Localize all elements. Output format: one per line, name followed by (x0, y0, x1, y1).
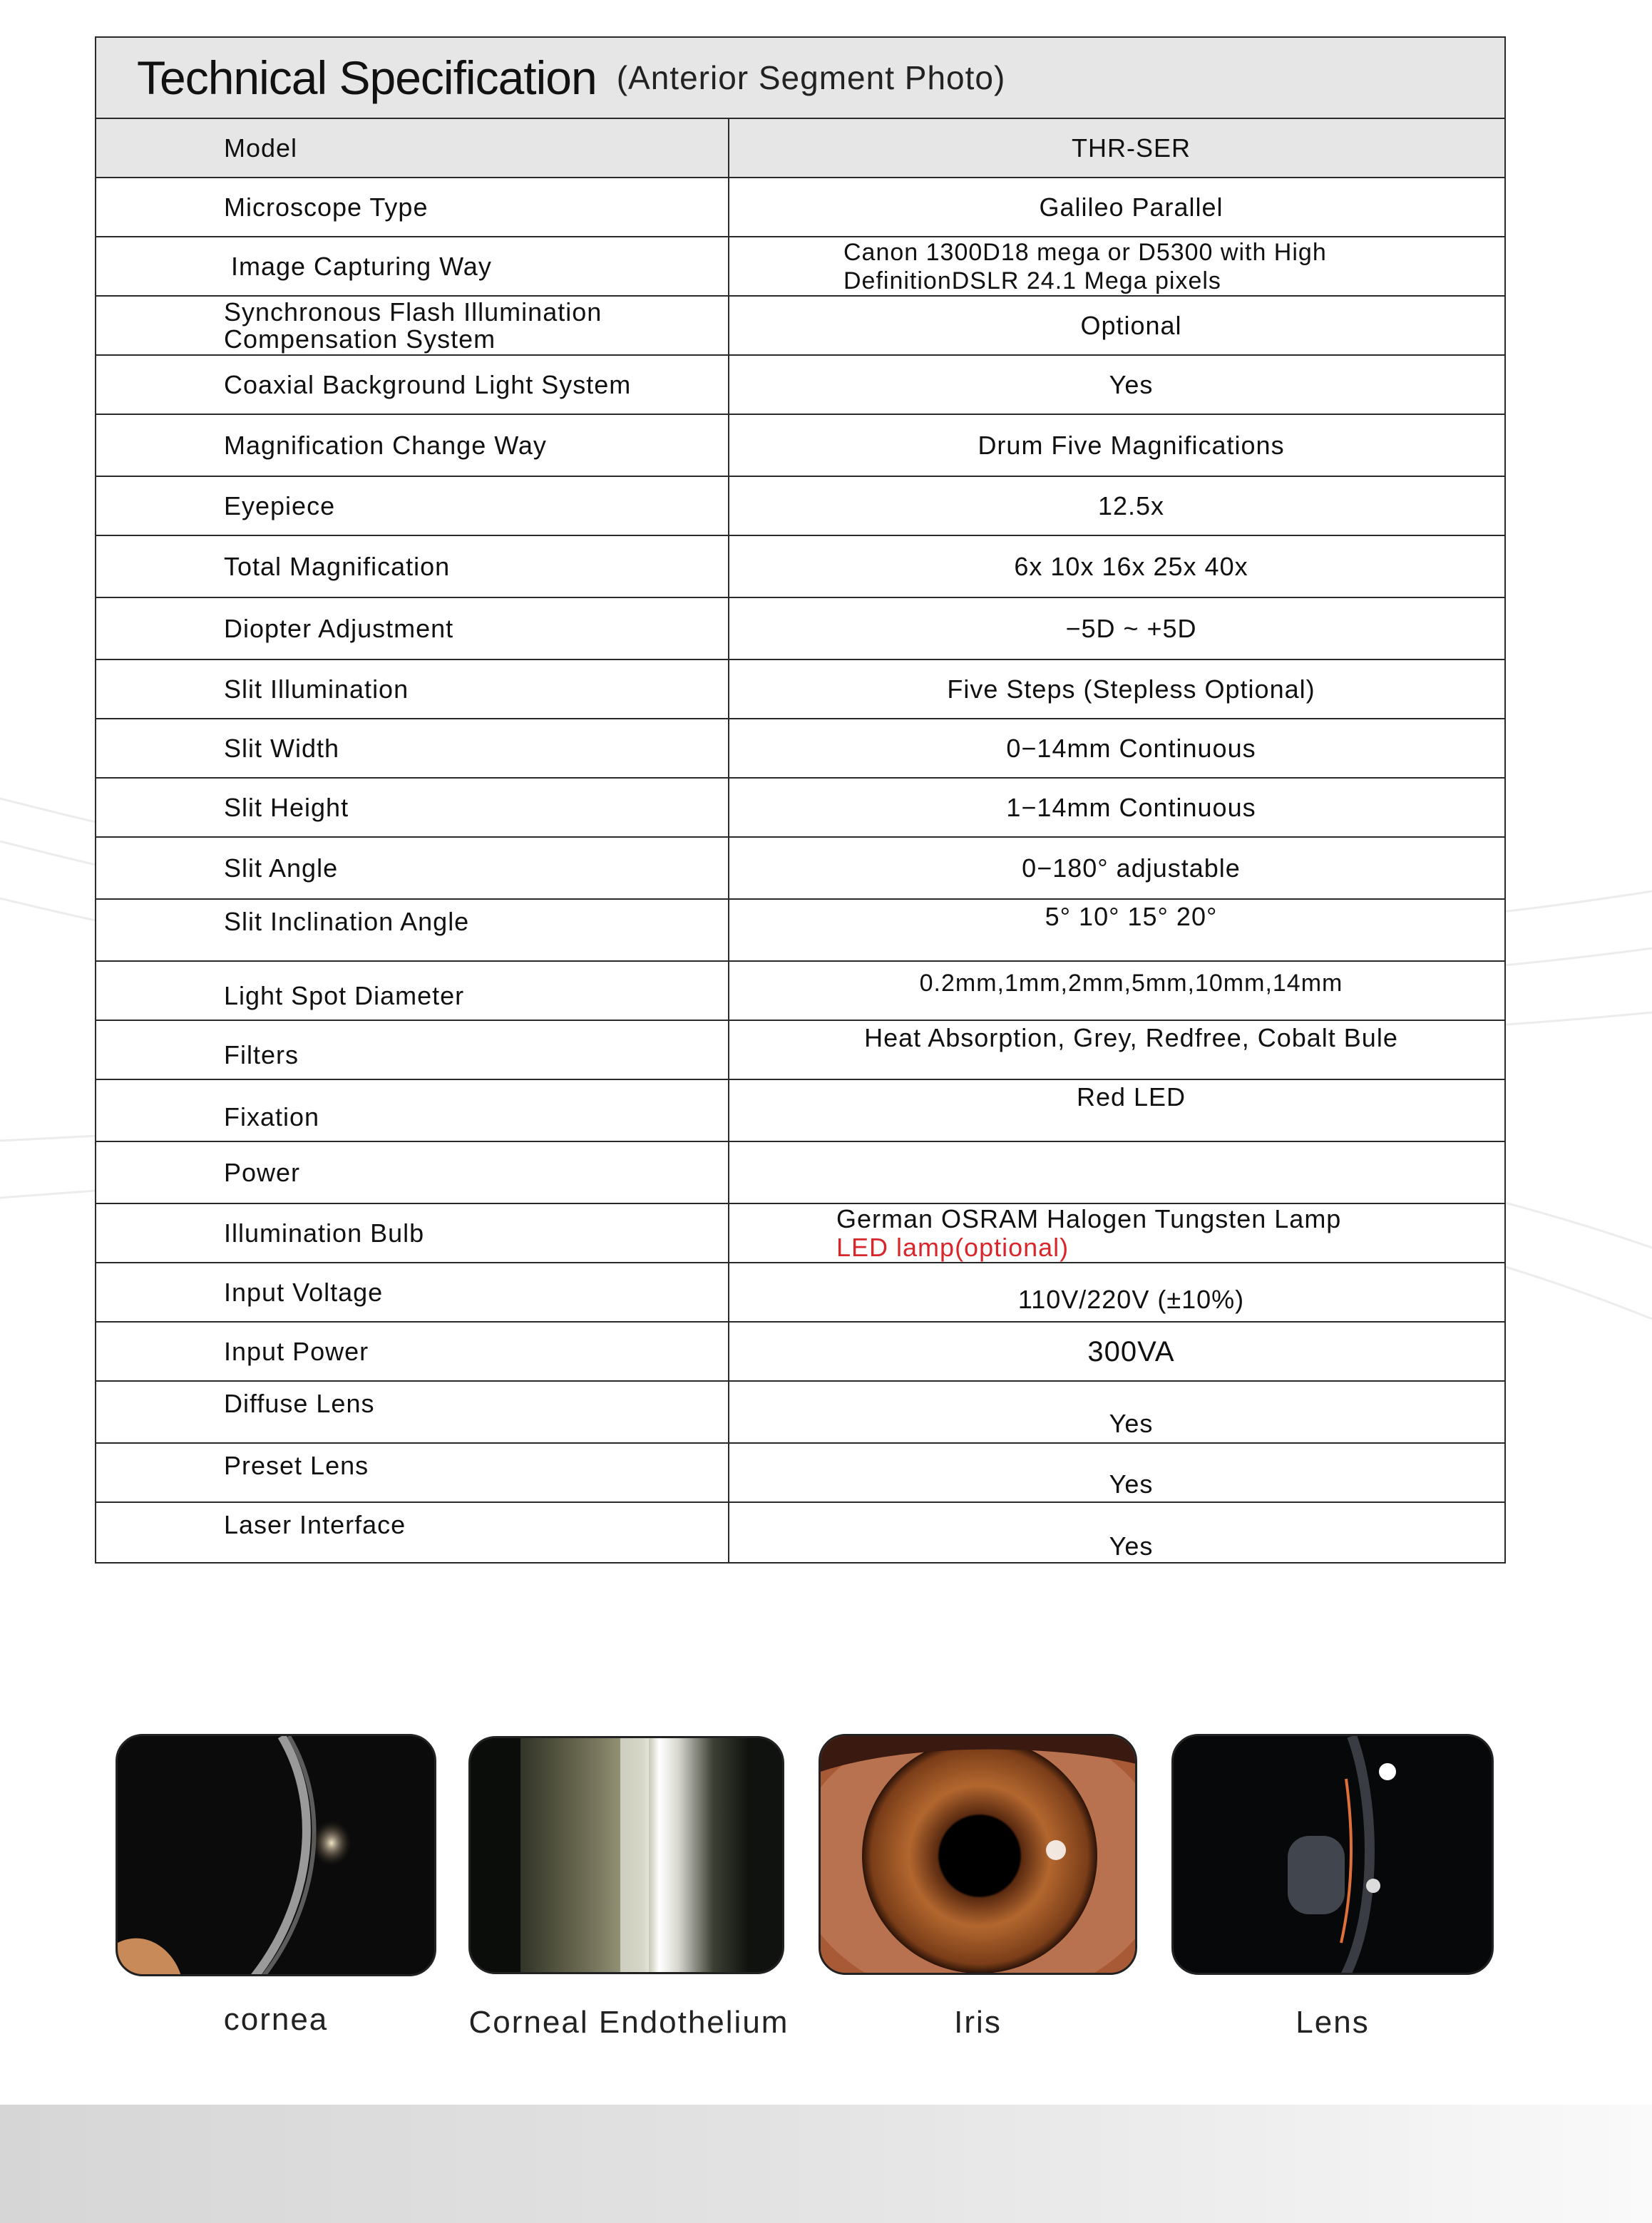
table-row (96, 415, 1504, 477)
iris-photo (819, 1734, 1137, 1975)
spec-value: 0−14mm Continuous (1006, 733, 1256, 763)
spec-value: Red LED (1076, 1082, 1186, 1112)
table-row (96, 1021, 1504, 1080)
corneal-endothelium-photo (468, 1736, 784, 1974)
table-row (96, 1382, 1504, 1444)
table-row (96, 779, 1504, 838)
spec-value: Heat Absorption, Grey, Redfree, Cobalt Bule (864, 1023, 1398, 1052)
spec-label-line: Synchronous Flash Illumination (224, 297, 602, 327)
table-row (96, 660, 1504, 719)
table-row (96, 838, 1504, 900)
table-row (96, 536, 1504, 598)
photo-caption-iris: Iris (954, 2005, 1002, 2040)
table-row (96, 1444, 1504, 1503)
spec-value: −5D ~ +5D (1065, 613, 1197, 643)
photo-caption-corneal-endothelium: Corneal Endothelium (468, 2005, 789, 2040)
table-row (96, 237, 1504, 297)
table-row (96, 178, 1504, 237)
spec-label: Light Spot Diameter (96, 962, 729, 1020)
spec-value: 0.2mm,1mm,2mm,5mm,10mm,14mm (919, 970, 1343, 997)
spec-value-line: German OSRAM Halogen Tungsten Lamp (836, 1203, 1342, 1233)
spec-value (729, 1204, 1504, 1262)
spec-label: Eyepiece (96, 477, 729, 535)
spec-label: Illumination Bulb (96, 1204, 729, 1262)
spec-value: Yes (1109, 369, 1154, 399)
spec-value (729, 1142, 1504, 1203)
table-row (96, 719, 1504, 779)
spec-label: Preset Lens (96, 1444, 729, 1501)
spec-value: Drum Five Magnifications (978, 430, 1285, 460)
table-row (96, 297, 1504, 356)
spec-label: Filters (96, 1021, 729, 1079)
spec-label: Model (96, 119, 729, 177)
table-row (96, 598, 1504, 660)
spec-label: Slit Angle (96, 838, 729, 898)
spec-value: THR-SER (1072, 133, 1191, 163)
spec-value (729, 237, 1504, 295)
spec-label: Input Voltage (96, 1263, 729, 1321)
spec-value: Five Steps (Stepless Optional) (947, 674, 1315, 704)
table-row (96, 1080, 1504, 1142)
spec-label: Input Power (96, 1323, 729, 1380)
spec-label: Diffuse Lens (96, 1382, 729, 1442)
spec-label: Slit Illumination (96, 660, 729, 718)
spec-value: 6x 10x 16x 25x 40x (1014, 551, 1248, 581)
spec-value-line: DefinitionDSLR 24.1 Mega pixels (843, 267, 1221, 294)
spec-label: Coaxial Background Light System (96, 356, 729, 414)
spec-label: Laser Interface (96, 1503, 729, 1562)
page-subtitle: (Anterior Segment Photo) (616, 59, 1006, 96)
table-row (96, 1263, 1504, 1323)
spec-value: 300VA (1087, 1335, 1175, 1367)
table-row (96, 1503, 1504, 1562)
table-header-row (96, 119, 1504, 178)
table-row (96, 1204, 1504, 1263)
spec-value: 110V/220V (±10%) (1017, 1285, 1245, 1314)
spec-value: Galileo Parallel (1039, 192, 1223, 222)
spec-label: Microscope Type (96, 178, 729, 236)
spec-value: Yes (1109, 1531, 1154, 1561)
spec-table (95, 36, 1506, 1564)
spec-label: Magnification Change Way (96, 415, 729, 476)
spec-value: 0−180° adjustable (1022, 853, 1241, 883)
table-row (96, 477, 1504, 536)
lens-photo (1171, 1734, 1494, 1975)
spec-label: Image Capturing Way (96, 237, 729, 295)
spec-label: Slit Height (96, 779, 729, 836)
spec-label: Slit Inclination Angle (96, 900, 729, 960)
spec-value: 1−14mm Continuous (1006, 792, 1256, 822)
photo-caption-lens: Lens (1296, 2005, 1370, 2040)
footer-band (0, 2105, 1652, 2223)
page-title: Technical Specification (137, 51, 597, 104)
table-row (96, 1142, 1504, 1204)
spec-label: Power (96, 1142, 729, 1203)
photo-caption-cornea: cornea (223, 2002, 329, 2037)
spec-label: Slit Width (96, 719, 729, 777)
spec-label: Fixation (96, 1080, 729, 1141)
table-row (96, 962, 1504, 1021)
spec-value-line: LED lamp(optional) (836, 1232, 1069, 1262)
spec-value: 12.5x (1097, 491, 1165, 520)
spec-title-bar (96, 38, 1504, 119)
spec-label-line: Compensation System (224, 324, 496, 354)
spec-label: Diopter Adjustment (96, 598, 729, 659)
cornea-photo (116, 1734, 436, 1976)
spec-value: Yes (1109, 1409, 1154, 1438)
spec-value: Optional (1080, 310, 1182, 340)
table-row (96, 900, 1504, 962)
spec-value: 5° 10° 15° 20° (1045, 902, 1218, 931)
spec-label (96, 297, 729, 354)
table-row (96, 1323, 1504, 1382)
spec-value-line: Canon 1300D18 mega or D5300 with High (843, 238, 1327, 266)
spec-label: Total Magnification (96, 536, 729, 597)
table-row (96, 356, 1504, 415)
spec-value: Yes (1109, 1469, 1154, 1499)
